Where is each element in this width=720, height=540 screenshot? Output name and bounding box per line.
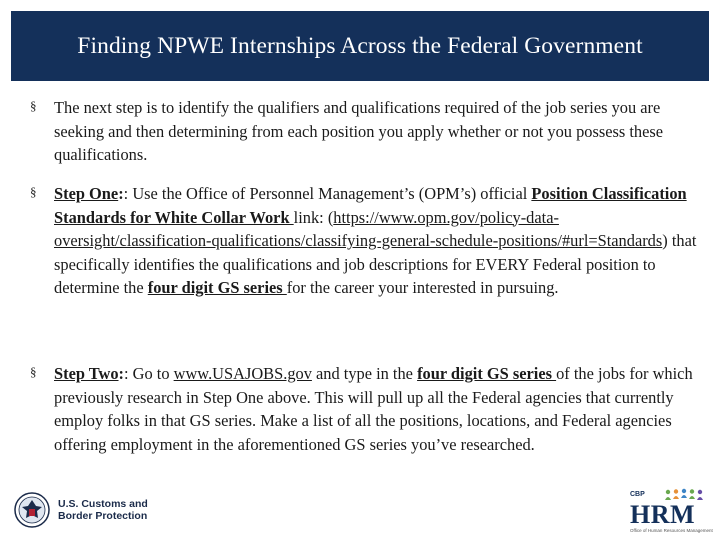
bullet-text (54, 182, 704, 300)
cbp-logo (14, 490, 148, 530)
bullet-text (54, 362, 704, 456)
gs-series-emphasis: four digit GS series (147, 278, 287, 297)
title-bar (11, 11, 709, 81)
step-one-link-prefix: link: ( (293, 207, 334, 227)
square-bullet-icon: § (30, 184, 37, 199)
bullet-text (54, 96, 704, 167)
cbp-line-2: Border Protection (58, 510, 148, 522)
square-bullet-icon: § (30, 364, 37, 379)
step-one-colon: : (118, 184, 124, 203)
opm-standards-url-link[interactable]: https://www.opm.gov/policy-data-oversight/classification-qualifications/classifying-general-schedule-positions/#url=Standards (54, 207, 663, 250)
bullet-1-text: The next step is to identify the qualifiers and qualifications required of the job series you are seeking and then determining from each position you apply whether or not you possess these qualifications. (54, 98, 664, 164)
hrm-tagline: Office of Human Resources Management (630, 528, 713, 533)
standards-link[interactable]: Position Classification Standards for White Collar Work (54, 184, 687, 227)
gs-series-emphasis: four digit GS series (417, 364, 557, 383)
cbp-wordmark (58, 498, 148, 522)
hrm-wordmark: HRM (630, 500, 696, 529)
step-one-body: ) that specifically identifies the qualifications and job descriptions for EVERY Federal position to determine the (54, 231, 697, 297)
step-two-body: of the jobs for which previously research in Step One above. This will pull up all the Federal agencies that currently employ folks in that GS series. Make a list of all the positions, locations, and Federal agencies offering employment in the aforementioned GS series you’ve researched. (54, 364, 693, 454)
step-two-intro: : Go to (123, 364, 174, 383)
step-one-end: for the career your interested in pursuing. (286, 278, 559, 297)
hrm-logo (624, 488, 713, 534)
usajobs-link[interactable]: www.USAJOBS.gov (173, 364, 312, 383)
hrm-cbp-prefix: CBP (630, 491, 645, 498)
step-two-mid: and type in the (311, 364, 418, 383)
step-one-label: Step One (54, 184, 119, 203)
slide-title: Finding NPWE Internships Across the Federal Government (77, 32, 643, 59)
square-bullet-icon: § (30, 98, 37, 113)
cbp-line-1: U.S. Customs and (58, 498, 148, 510)
step-two-label: Step Two (54, 364, 119, 383)
step-two-colon: : (118, 364, 124, 383)
step-one-intro: : Use the Office of Personnel Management’s (OPM’s) official (123, 184, 532, 203)
dhs-seal-icon (14, 492, 50, 528)
